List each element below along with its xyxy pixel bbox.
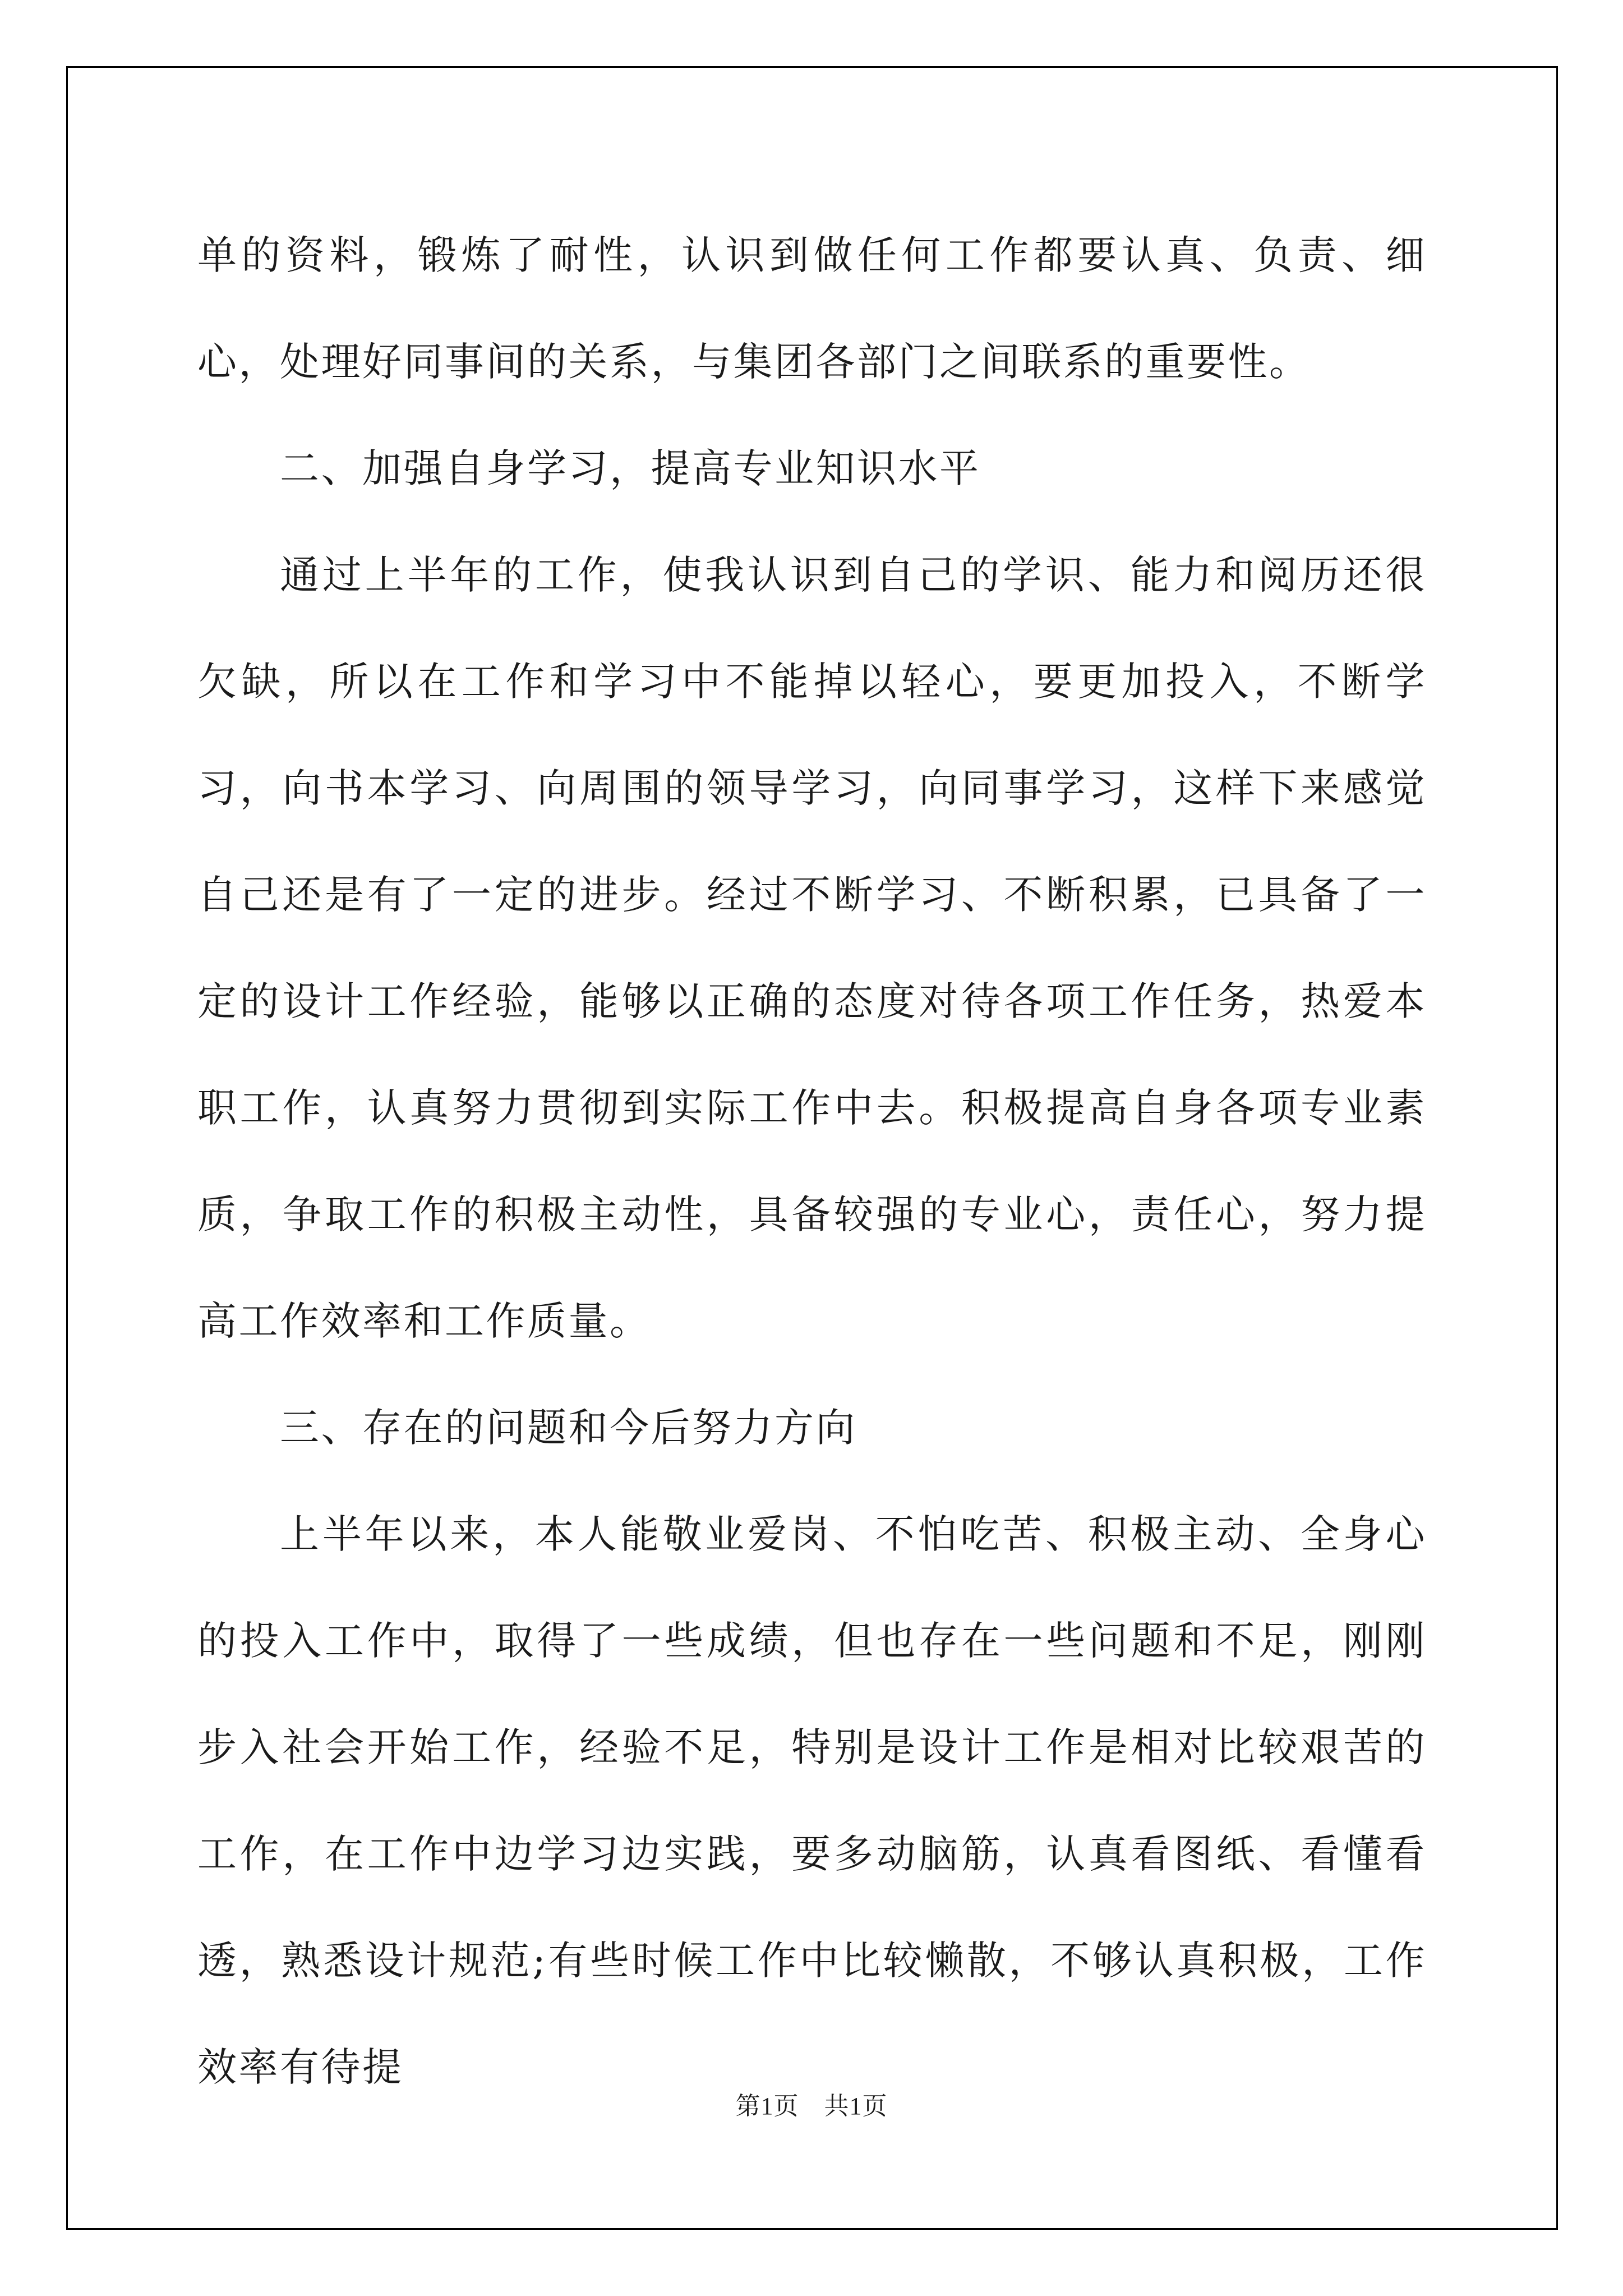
- paragraph-problems: 上半年以来，本人能敬业爱岗、不怕吃苦、积极主动、全身心的投入工作中，取得了一些成绩，但也存在一些问题和不足，刚刚步入社会开始工作，经验不足，特别是设计工作是相对比较艰苦的工作，在工作中边学习边实践，要多动脑筋，认真看图纸、看懂看透，熟悉设计规范;有些时候工作中比较懒散，不够认真积极，工作效率有待提: [197, 1511, 1427, 2090]
- section-heading-2: 二、加强自身学习，提高专业知识水平: [280, 445, 981, 491]
- paragraph-self-study: 通过上半年的工作，使我认识到自己的学识、能力和阅历还很欠缺，所以在工作和学习中不能掉以轻心，要更加投入，不断学习，向书本学习、向周围的领导学习，向同事学习，这样下来感觉自己还是有了一定的进步。经过不断学习、不断积累，已具备了一定的设计工作经验，能够以正确的态度对待各项工作任务，热爱本职工作，认真努力贯彻到实际工作中去。积极提高自身各项专业素质，争取工作的积极主动性，具备较强的专业心，责任心，努力提高工作效率和工作质量。: [197, 552, 1427, 1344]
- page-number-footer: 第1页 共1页: [735, 2092, 888, 2120]
- paragraph-continuation: 单的资料，锻炼了耐性，认识到做任何工作都要认真、负责、细心，处理好同事间的关系，与集团各部门之间联系的重要性。: [197, 232, 1427, 385]
- section-heading-3: 三、存在的问题和今后努力方向: [280, 1405, 857, 1451]
- document-body: [197, 202, 1427, 2120]
